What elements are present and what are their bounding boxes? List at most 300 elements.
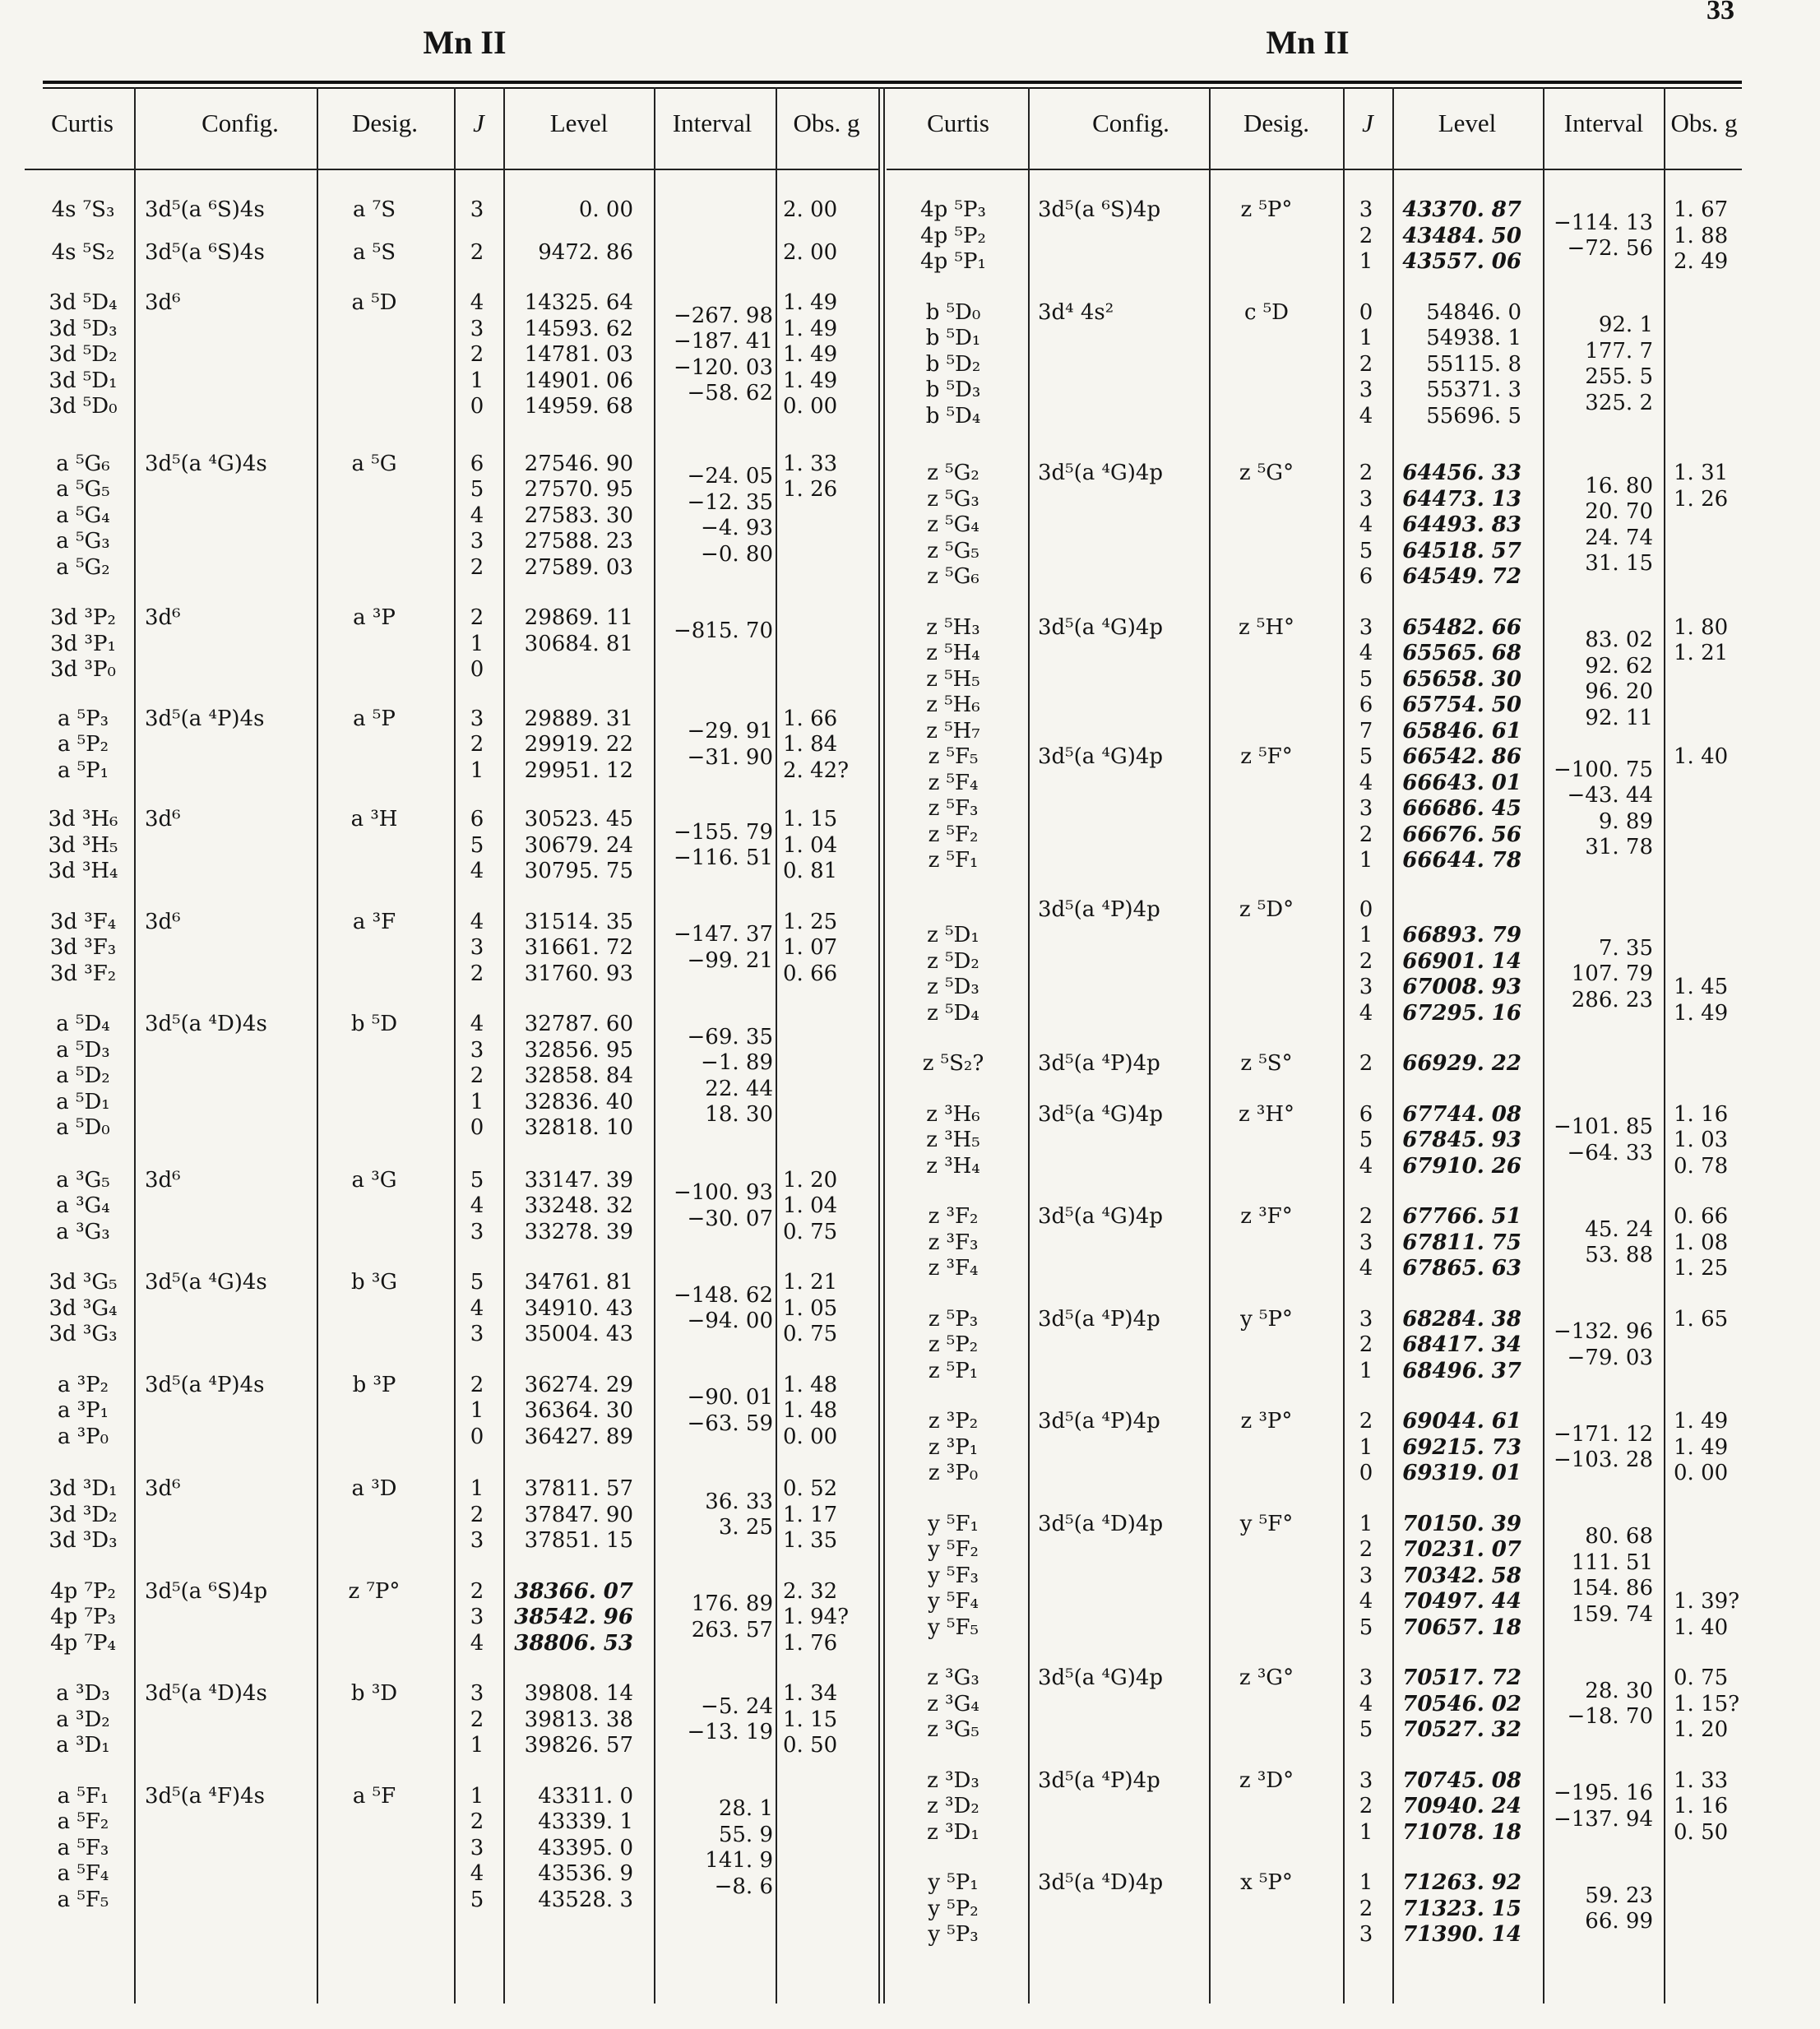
obs-g-value: 1. 21: [1674, 641, 1729, 665]
level-value: 29951. 12: [524, 757, 633, 783]
level-value: 69044. 61: [1402, 1409, 1521, 1434]
interval-value: −29. 91: [687, 719, 773, 744]
right-term-group: [0, 1204, 1820, 1282]
level-value: 70940. 24: [1402, 1794, 1521, 1818]
curtis-notation: a ⁵F₅: [57, 1887, 109, 1912]
configuration: 3d⁶: [145, 605, 181, 630]
j-value: 3: [470, 706, 484, 731]
designation: a ⁵S: [353, 239, 396, 265]
interval-value: −69. 35: [687, 1024, 773, 1049]
j-value: 2: [470, 239, 484, 265]
obs-g-value: 1. 05: [783, 1295, 838, 1321]
j-value: 3: [470, 1528, 484, 1553]
curtis-notation: z ⁵G₂: [927, 461, 979, 485]
level-value: 55115. 8: [1426, 351, 1521, 377]
obs-g-value: 0. 78: [1674, 1153, 1729, 1179]
designation: x ⁵P°: [1240, 1870, 1293, 1895]
j-value: 3: [1359, 614, 1373, 640]
level-value: 30684. 81: [524, 631, 633, 656]
obs-g-value: 1. 33: [1674, 1767, 1729, 1793]
j-value: 1: [1359, 1870, 1373, 1895]
interval-value: −120. 03: [673, 354, 773, 380]
curtis-notation: a ³D₁: [56, 1733, 110, 1758]
designation: b ³G: [350, 1270, 398, 1295]
obs-g-value: 1. 94?: [783, 1605, 850, 1629]
obs-g-value: 1. 08: [1674, 1230, 1729, 1255]
level-value: 54846. 0: [1426, 299, 1521, 325]
designation: z ³H°: [1238, 1101, 1295, 1127]
interval-value: −187. 41: [673, 329, 773, 354]
j-value: 4: [470, 1295, 484, 1321]
curtis-notation: z ³F₂: [928, 1204, 979, 1229]
level-value: 37847. 90: [524, 1502, 633, 1527]
j-value: 3: [470, 935, 484, 960]
level-value: 34910. 43: [524, 1295, 633, 1321]
level-value: 66686. 45: [1402, 796, 1521, 821]
curtis-notation: a ⁵D₁: [56, 1089, 110, 1114]
interval-value: −90. 01: [687, 1385, 773, 1411]
j-value: 4: [1359, 1256, 1373, 1281]
designation: z ⁵G°: [1239, 461, 1294, 485]
interval-value: 177. 7: [1585, 338, 1653, 364]
top-rule-thick: [43, 81, 1742, 84]
j-value: 2: [1359, 1204, 1373, 1229]
configuration: 3d⁵(a ⁴G)4s: [145, 451, 267, 476]
curtis-notation: z ³D₁: [927, 1819, 979, 1845]
curtis-notation: a ⁵F₃: [57, 1835, 109, 1860]
level-value: 31661. 72: [524, 935, 633, 960]
obs-g-value: 2. 42?: [783, 757, 850, 783]
obs-g-value: 1. 40: [1674, 744, 1729, 769]
level-value: 31760. 93: [524, 961, 633, 986]
obs-g-value: 1. 40: [1674, 1614, 1729, 1640]
interval-value: 96. 20: [1585, 679, 1653, 705]
curtis-notation: a ⁵G₅: [56, 477, 110, 502]
curtis-notation: a ³G₃: [56, 1219, 110, 1244]
level-value: 69215. 73: [1402, 1434, 1521, 1460]
interval-value: −13. 19: [687, 1720, 773, 1745]
interval-value: −0. 80: [701, 541, 773, 567]
j-value: 4: [1359, 1153, 1373, 1179]
obs-g-value: 1. 66: [783, 706, 838, 731]
curtis-notation: a ³P₁: [57, 1398, 109, 1423]
j-value: 0: [1359, 896, 1373, 922]
level-value: 43484. 50: [1402, 223, 1521, 248]
interval-value: −147. 37: [673, 922, 773, 947]
level-value: 27589. 03: [524, 554, 633, 580]
curtis-notation: z ⁵D₂: [927, 948, 979, 974]
right-term-group: [0, 1665, 1820, 1744]
left-header-level: Level: [549, 109, 609, 137]
obs-g-value: 1. 34: [783, 1681, 838, 1706]
j-value: 0: [470, 1424, 484, 1449]
level-value: 32836. 40: [524, 1089, 633, 1114]
curtis-notation: z ⁵H₄: [926, 641, 980, 665]
j-value: 3: [470, 197, 484, 222]
configuration: 3d⁵(a ⁴D)4s: [145, 1681, 267, 1706]
interval-value: 3. 25: [718, 1515, 773, 1540]
level-value: 65754. 50: [1402, 693, 1521, 717]
curtis-notation: 3d ³D₂: [49, 1502, 118, 1527]
interval-value: 83. 02: [1585, 628, 1653, 653]
obs-g-value: 1. 15: [783, 807, 838, 832]
level-value: 71263. 92: [1402, 1870, 1521, 1895]
level-value: 64549. 72: [1402, 564, 1521, 589]
designation: z ³F°: [1240, 1204, 1293, 1229]
configuration: 3d⁶: [145, 1476, 181, 1501]
j-value: 2: [1359, 461, 1373, 485]
j-value: 1: [470, 1398, 484, 1423]
j-value: 3: [1359, 1306, 1373, 1332]
curtis-notation: 3d ³G₅: [49, 1270, 118, 1295]
obs-g-value: 0. 00: [783, 1424, 838, 1449]
designation: a ⁵P: [353, 706, 396, 731]
level-value: 69319. 01: [1402, 1461, 1521, 1485]
level-value: 27588. 23: [524, 529, 633, 554]
curtis-notation: z ³P₁: [928, 1434, 979, 1460]
curtis-notation: a ³P₀: [57, 1424, 109, 1449]
interval-value: −267. 98: [673, 303, 773, 328]
j-value: 1: [1359, 1819, 1373, 1845]
level-value: 33248. 32: [524, 1193, 633, 1218]
curtis-notation: z ⁵G₅: [927, 538, 979, 563]
curtis-notation: a ⁵D₃: [56, 1037, 110, 1063]
level-value: 9472. 86: [538, 239, 633, 265]
designation: a ³P: [353, 605, 396, 630]
j-value: 5: [1359, 1128, 1373, 1152]
j-value: 3: [1359, 486, 1373, 512]
curtis-notation: a ³G₄: [56, 1193, 110, 1218]
obs-g-value: 1. 20: [783, 1167, 838, 1193]
level-value: 32858. 84: [524, 1063, 633, 1088]
designation: y ⁵P°: [1240, 1306, 1293, 1332]
interval-value: 45. 24: [1585, 1216, 1653, 1242]
top-rule-thin: [43, 87, 1742, 89]
curtis-notation: a ⁵P₂: [57, 732, 109, 757]
level-value: 65658. 30: [1402, 666, 1521, 692]
j-value: 2: [1359, 1537, 1373, 1562]
level-value: 36364. 30: [524, 1398, 633, 1423]
curtis-notation: a ⁵G₆: [56, 451, 110, 476]
interval-value: 53. 88: [1585, 1243, 1653, 1268]
obs-g-value: 1. 04: [783, 1193, 838, 1218]
interval-value: −100. 75: [1553, 757, 1653, 782]
obs-g-value: 0. 66: [783, 961, 838, 986]
j-value: 5: [1359, 666, 1373, 692]
level-value: 43339. 1: [538, 1809, 633, 1834]
j-value: 7: [1359, 718, 1373, 744]
designation: a ⁵F: [352, 1783, 396, 1809]
level-value: 33278. 39: [524, 1219, 633, 1244]
j-value: 1: [470, 1783, 484, 1809]
curtis-notation: a ⁵F₁: [57, 1783, 109, 1809]
level-value: 70231. 07: [1402, 1537, 1521, 1562]
level-value: 35004. 43: [524, 1322, 633, 1346]
j-value: 4: [1359, 770, 1373, 795]
obs-g-value: 1. 26: [783, 477, 838, 502]
right-term-group: [0, 1102, 1820, 1180]
curtis-notation: 3d ³H₄: [48, 859, 118, 883]
right-term-group: [0, 1768, 1820, 1846]
level-value: 14901. 06: [524, 368, 633, 393]
obs-g-value: 0. 75: [783, 1322, 838, 1346]
interval-value: −63. 59: [687, 1411, 773, 1436]
interval-value: 9. 89: [1598, 808, 1653, 834]
left-title: Mn II: [423, 24, 507, 61]
right-term-group: [0, 1307, 1820, 1385]
level-value: 70150. 39: [1402, 1511, 1521, 1536]
curtis-notation: z ⁵D₄: [927, 1000, 979, 1026]
interval-value: −79. 03: [1567, 1345, 1653, 1370]
interval-value: 286. 23: [1571, 987, 1653, 1012]
j-value: 1: [1359, 848, 1373, 873]
j-value: 6: [470, 807, 484, 832]
j-value: 4: [1359, 512, 1373, 537]
configuration: 3d⁶: [145, 807, 181, 832]
level-value: 64473. 13: [1402, 486, 1521, 512]
level-value: 31514. 35: [524, 909, 633, 934]
configuration: 3d⁵(a ⁶S)4s: [145, 239, 265, 265]
j-value: 2: [1359, 1794, 1373, 1818]
interval-value: −8. 6: [714, 1874, 773, 1899]
configuration: 3d⁵(a ⁴G)4p: [1038, 1204, 1164, 1229]
j-value: 3: [1359, 197, 1373, 222]
obs-g-value: 1. 48: [783, 1398, 838, 1423]
level-value: 68284. 38: [1402, 1306, 1521, 1332]
interval-value: 55. 9: [718, 1822, 773, 1847]
j-value: 5: [1359, 744, 1373, 769]
curtis-notation: a ⁵P₁: [57, 757, 109, 783]
obs-g-value: 0. 50: [783, 1733, 838, 1758]
j-value: 1: [1359, 1511, 1373, 1536]
designation: a ³G: [351, 1167, 397, 1193]
curtis-notation: z ³G₄: [927, 1691, 979, 1716]
right-header-desig: Desig.: [1243, 109, 1310, 137]
obs-g-value: 1. 20: [1674, 1717, 1729, 1742]
j-value: 5: [470, 1887, 484, 1912]
curtis-notation: y ⁵P₃: [928, 1922, 979, 1947]
curtis-notation: y ⁵F₁: [928, 1511, 979, 1536]
curtis-notation: z ⁵F₂: [928, 822, 979, 847]
right-term-group: [0, 1870, 1820, 1948]
j-value: 2: [470, 1502, 484, 1527]
interval-value: 31. 78: [1585, 835, 1653, 860]
configuration: 3d⁵(a ⁴P)4p: [1038, 1767, 1160, 1793]
obs-g-value: 1. 25: [783, 909, 838, 934]
configuration: 3d⁵(a ⁴P)4p: [1038, 1051, 1160, 1076]
curtis-notation: 4p ⁷P₃: [50, 1605, 116, 1629]
interval-value: −30. 07: [687, 1206, 773, 1231]
level-value: 38806. 53: [514, 1630, 633, 1656]
left-header-obs-g: Obs. g: [793, 109, 860, 137]
curtis-notation: 3d ³F₄: [49, 909, 117, 934]
left-header-config: Config.: [201, 109, 279, 137]
designation: z ⁵H°: [1238, 614, 1295, 640]
curtis-notation: 3d ³D₁: [49, 1476, 118, 1501]
interval-value: 176. 89: [691, 1591, 773, 1617]
level-value: 27583. 30: [524, 503, 633, 528]
j-value: 1: [470, 631, 484, 656]
level-value: 65846. 61: [1402, 718, 1521, 744]
level-value: 29869. 11: [524, 605, 633, 630]
curtis-notation: z ⁵F₃: [928, 796, 979, 821]
curtis-notation: z ³P₂: [928, 1409, 979, 1434]
interval-value: −12. 35: [687, 489, 773, 515]
j-value: 1: [470, 1476, 484, 1501]
level-value: 71323. 15: [1402, 1896, 1521, 1921]
curtis-notation: z ⁵D₁: [927, 923, 979, 947]
left-header-curtis: Curtis: [51, 109, 113, 137]
interval-value: −24. 05: [687, 464, 773, 489]
curtis-notation: z ⁵H₆: [926, 693, 980, 717]
level-value: 66676. 56: [1402, 822, 1521, 847]
level-value: 55696. 5: [1426, 403, 1521, 428]
j-value: 3: [1359, 975, 1373, 999]
level-value: 68496. 37: [1402, 1358, 1521, 1383]
right-term-group: [0, 1051, 1820, 1077]
curtis-notation: a ³D₂: [56, 1707, 110, 1732]
interval-value: 80. 68: [1585, 1524, 1653, 1550]
j-value: 4: [470, 1630, 484, 1656]
level-value: 27570. 95: [524, 477, 633, 502]
configuration: 3d⁵(a ⁴P)4p: [1038, 1306, 1160, 1332]
curtis-notation: z ⁵P₃: [928, 1306, 979, 1332]
designation: b ³D: [350, 1681, 398, 1706]
curtis-notation: 3d ³P₁: [50, 631, 116, 656]
level-value: 32856. 95: [524, 1037, 633, 1063]
j-value: 5: [1359, 538, 1373, 563]
curtis-notation: 3d ³F₃: [49, 935, 117, 960]
interval-value: −155. 79: [673, 819, 773, 845]
obs-g-value: 0. 00: [1674, 1461, 1729, 1485]
configuration: 3d⁵(a ⁴P)4p: [1038, 1409, 1160, 1434]
level-value: 70517. 72: [1402, 1665, 1521, 1690]
j-value: 0: [1359, 299, 1373, 325]
interval-value: −94. 00: [687, 1309, 773, 1334]
j-value: 4: [470, 290, 484, 315]
j-value: 2: [470, 1578, 484, 1604]
right-header-j: J: [1362, 109, 1373, 137]
curtis-notation: 3d ⁵D₄: [49, 290, 118, 315]
j-value: 6: [1359, 564, 1373, 589]
level-value: 43557. 06: [1402, 249, 1521, 274]
curtis-notation: a ³P₂: [57, 1372, 109, 1397]
j-value: 2: [470, 605, 484, 630]
right-term-group: [0, 744, 1820, 874]
curtis-notation: y ⁵F₃: [928, 1563, 979, 1588]
j-value: 1: [470, 368, 484, 393]
interval-value: 141. 9: [705, 1848, 773, 1874]
right-term-group: [0, 1409, 1820, 1487]
j-value: 3: [1359, 1767, 1373, 1793]
obs-g-value: 1. 49: [783, 342, 838, 367]
level-value: 65482. 66: [1402, 614, 1521, 640]
level-value: 70745. 08: [1402, 1767, 1521, 1793]
j-value: 2: [470, 554, 484, 580]
j-value: 1: [470, 1733, 484, 1758]
level-value: 34761. 81: [524, 1270, 633, 1295]
j-value: 4: [470, 909, 484, 934]
table-row: [0, 1051, 1820, 1077]
configuration: 3d⁴ 4s²: [1038, 299, 1114, 325]
configuration: 3d⁵(a ⁴P)4p: [1038, 896, 1160, 922]
interval-value: −815. 70: [673, 618, 773, 643]
level-value: 32787. 60: [524, 1012, 633, 1036]
obs-g-value: 1. 15?: [1674, 1691, 1740, 1716]
j-value: 1: [1359, 326, 1373, 350]
level-value: 33147. 39: [524, 1167, 633, 1193]
curtis-notation: z ⁵F₁: [928, 848, 979, 873]
level-value: 70342. 58: [1402, 1563, 1521, 1588]
configuration: 3d⁵(a ⁶S)4p: [1038, 197, 1161, 222]
obs-g-value: 1. 49: [783, 290, 838, 315]
level-value: 39808. 14: [524, 1681, 633, 1706]
curtis-notation: b ⁵D₃: [925, 378, 981, 402]
j-value: 4: [1359, 1000, 1373, 1026]
obs-g-value: 1. 67: [1674, 197, 1729, 222]
interval-value: −58. 62: [687, 381, 773, 406]
interval-value: −101. 85: [1553, 1114, 1653, 1140]
level-value: 39826. 57: [524, 1733, 633, 1758]
interval-value: 20. 70: [1585, 499, 1653, 525]
designation: a ⁵D: [351, 290, 397, 315]
curtis-notation: z ⁵H₃: [926, 614, 980, 640]
header-rule: [25, 169, 878, 170]
level-value: 55371. 3: [1426, 378, 1521, 402]
level-value: 66893. 79: [1402, 923, 1521, 947]
interval-value: −114. 13: [1553, 210, 1653, 235]
curtis-notation: 3d ⁵D₁: [49, 368, 118, 393]
curtis-notation: y ⁵F₅: [928, 1614, 979, 1640]
right-header-config: Config.: [1092, 109, 1169, 137]
level-value: 64518. 57: [1402, 538, 1521, 563]
obs-g-value: 1. 16: [1674, 1794, 1729, 1818]
header-rule: [887, 169, 1742, 170]
j-value: 2: [1359, 1051, 1373, 1076]
interval-value: 111. 51: [1571, 1550, 1653, 1575]
interval-value: 16. 80: [1585, 473, 1653, 498]
configuration: 3d⁵(a ⁴F)4s: [145, 1783, 266, 1809]
j-value: 3: [470, 1037, 484, 1063]
curtis-notation: 4p ⁷P₂: [50, 1578, 116, 1604]
interval-value: −137. 94: [1553, 1806, 1653, 1832]
j-value: 2: [1359, 223, 1373, 248]
obs-g-value: 1. 88: [1674, 223, 1729, 248]
j-value: 3: [1359, 1230, 1373, 1255]
curtis-notation: z ⁵S₂?: [922, 1051, 984, 1076]
curtis-notation: z ⁵P₁: [928, 1358, 979, 1383]
curtis-notation: a ⁵P₃: [57, 706, 109, 731]
level-value: 37811. 57: [524, 1476, 633, 1501]
curtis-notation: 3d ³G₄: [49, 1295, 118, 1321]
obs-g-value: 1. 65: [1674, 1306, 1729, 1332]
configuration: 3d⁶: [145, 1167, 181, 1193]
j-value: 3: [1359, 1922, 1373, 1947]
designation: b ³P: [352, 1372, 396, 1397]
obs-g-value: 1. 03: [1674, 1128, 1729, 1152]
right-term-group: [0, 300, 1820, 430]
j-value: 0: [470, 394, 484, 419]
curtis-notation: a ⁵D₀: [56, 1115, 110, 1140]
interval-value: −103. 28: [1553, 1448, 1653, 1473]
level-value: 71390. 14: [1402, 1922, 1521, 1947]
interval-value: 28. 1: [718, 1796, 773, 1822]
j-value: 5: [1359, 1614, 1373, 1640]
obs-g-value: 2. 00: [783, 197, 838, 222]
obs-g-value: 1. 49: [783, 368, 838, 393]
obs-g-value: 0. 00: [783, 394, 838, 419]
designation: z ³D°: [1239, 1767, 1294, 1793]
